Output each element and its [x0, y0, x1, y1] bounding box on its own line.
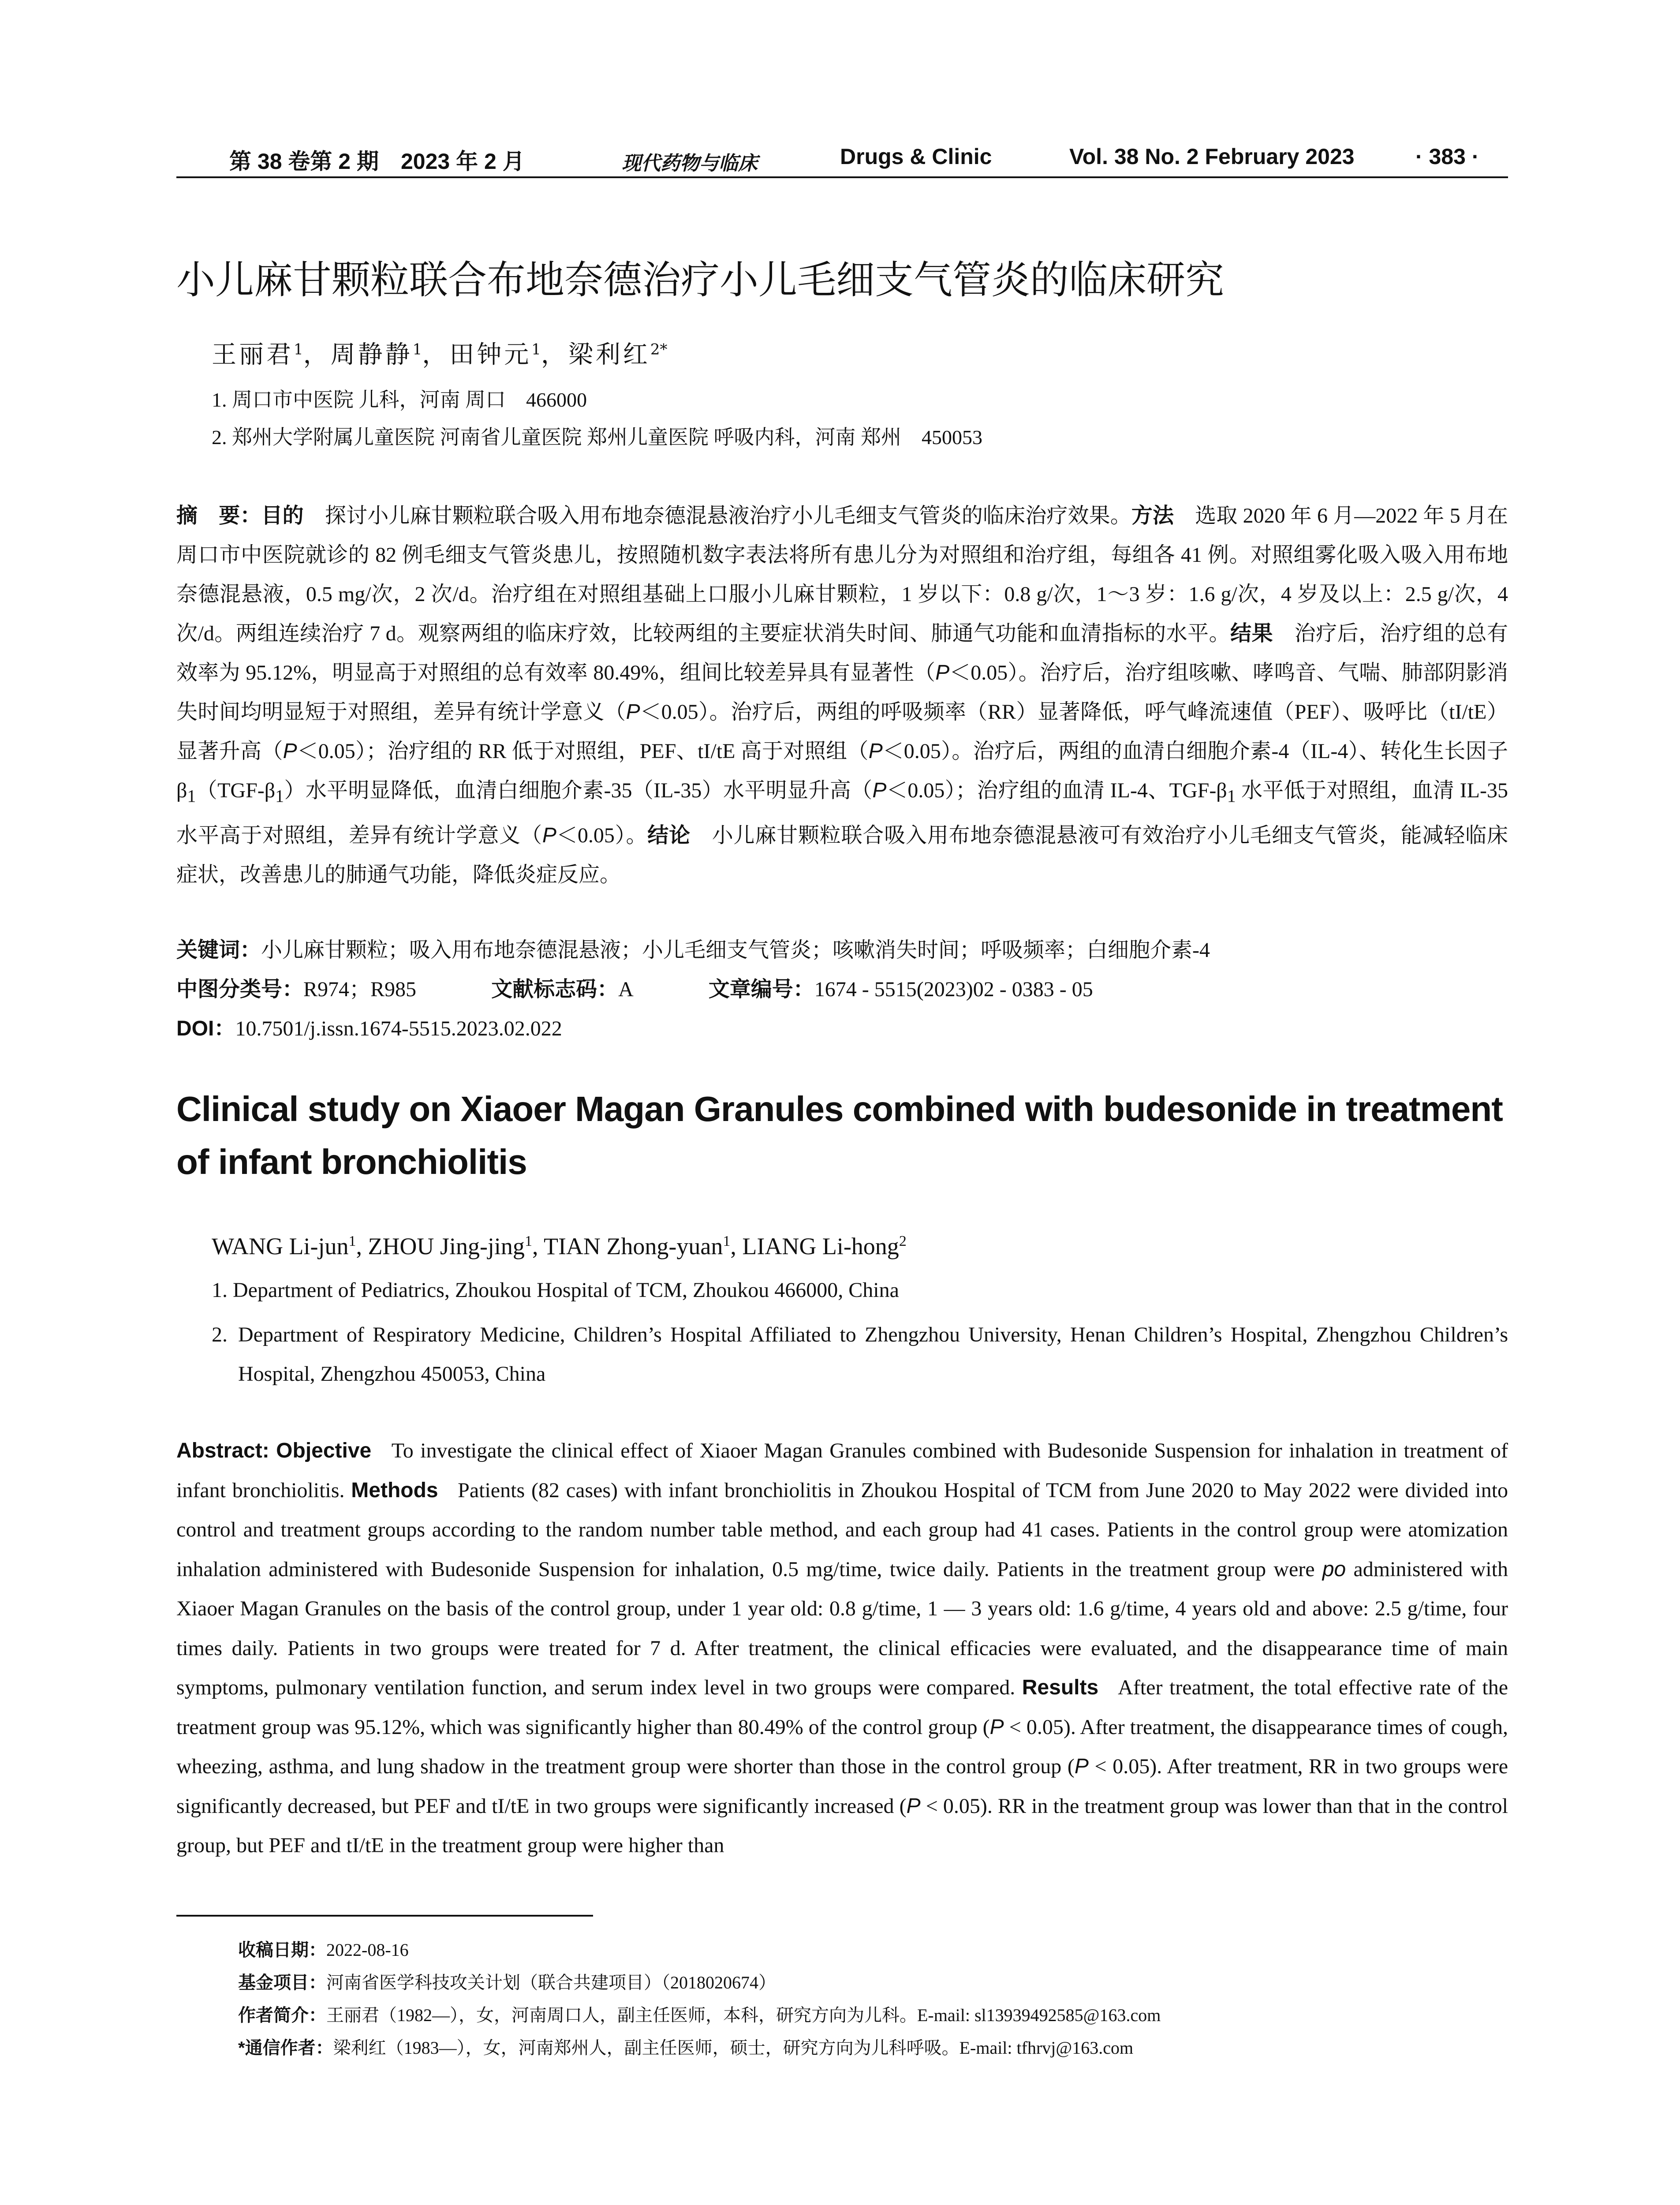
results-text: ＜0.05）。: [556, 823, 648, 847]
author-separator: ，: [541, 340, 568, 369]
affiliation-text: Department of Pediatrics, Zhoukou Hospital of TCM, Zhoukou 466000, China: [233, 1278, 899, 1302]
results-text: After treatment, the total effective rate of the treatment group was 95.12%, which was significantly higher than 80.49% of the control group (: [176, 1676, 1508, 1739]
author-affil-mark: 1: [531, 340, 541, 359]
author-separator: ，: [422, 340, 450, 369]
footnotes: [238, 1934, 1161, 2064]
author-affil-mark: 1: [348, 1233, 356, 1249]
doc-code-label: 文献标志码：: [491, 978, 619, 1001]
footnote-author-bio: [238, 1999, 1161, 2032]
footnote-label: 作者简介：: [238, 2006, 326, 2025]
header-journal-en: Drugs & Clinic: [840, 144, 992, 169]
footnote-received: [238, 1934, 1161, 1966]
author-separator: ，: [303, 340, 331, 369]
results-text: ＜0.05）；治疗组的 RR 低于对照组，PEF、tI/tE 高于对照组（: [297, 740, 869, 763]
meta-cn: [176, 931, 1508, 1048]
header-journal-cn: 现代药物与临床: [622, 152, 758, 175]
author-separator: ,: [532, 1233, 544, 1259]
results-text: < 0.05). RR in the treatment group was lower than that in the control group, but PEF and tI/tE in the treatment group were higher than: [176, 1794, 1508, 1857]
abstract-cn: [176, 496, 1508, 894]
results-text: ＜0.05）。治疗后，两组的血清白细胞介素-4（IL-4）、转化生长因子 β: [176, 740, 1508, 802]
results-text: ）水平明显降低，血清白细胞介素-35（IL-35）水平明显升高（: [284, 779, 873, 802]
methods-text: Patients (82 cases) with infant bronchiolitis in Zhoukou Hospital of TCM from June 2020 to May 2022 were divided into control and treatment groups according to the random number table method, and each group had 41 cases. Patients in the control group were atomization inhalation administered with Budesonide Suspension for inhalation, 0.5 mg/time, twice daily. Patients in the treatment group were: [176, 1478, 1508, 1581]
author-affil-mark: 1: [723, 1233, 731, 1249]
author-en: TIAN Zhong-yuan: [543, 1233, 723, 1259]
header-volume: Vol. 38 No. 2 February 2023: [1069, 144, 1355, 169]
author-affil-mark: 1: [524, 1233, 532, 1249]
author-cn: 田钟元: [449, 340, 532, 369]
abstract-en-label: Abstract:: [176, 1439, 269, 1462]
p-symbol: P: [1074, 1755, 1089, 1778]
classification-row: [176, 970, 1508, 1009]
results-text: ＜0.05）。治疗后，治疗组咳嗽、哮鸣音、气喘、肺部阴影消失时间均明显短于对照组，差异有统计学意义（: [176, 661, 1508, 724]
subscript: 1: [275, 786, 284, 806]
footnote-divider: [176, 1915, 593, 1917]
objective-text: To investigate the clinical effect of Xiaoer Magan Granules combined with Budesonide Suspension for inhalation in treatment of infant bronchiolitis.: [176, 1439, 1508, 1502]
p-symbol: P: [989, 1715, 1004, 1739]
author-cn: 王丽君: [212, 340, 294, 369]
author-separator: ,: [730, 1233, 743, 1259]
affiliation-text: Department of Respiratory Medicine, Children’s Hospital Affiliated to Zhengzhou University, Henan Children’s Hospital, Zhengzhou Children’s Hospital, Zhengzhou 450053, China: [238, 1323, 1508, 1386]
affiliation-number: 2.: [212, 1323, 228, 1346]
author-en: ZHOU Jing-jing: [368, 1233, 525, 1259]
footnote-corresponding: [238, 2032, 1161, 2064]
results-text: < 0.05). After treatment, RR in two groups were significantly decreased, but PEF and tI/tE in two groups were significantly increased (: [176, 1755, 1508, 1818]
footnote-funding: [238, 1966, 1161, 1999]
methods-label: 方法: [1131, 504, 1174, 527]
methods-text: 选取 2020 年 6 月—2022 年 5 月在周口市中医院就诊的 82 例毛细支气管炎患儿，按照随机数字表法将所有患儿分为对照组和治疗组，每组各 41 例。对照组雾化吸入吸入用布地奈德混悬液，0.5 mg/次，2 次/d。治疗组在对照组基础上口服小儿麻甘颗粒，1 岁以下：0.8 g/次，1～3 岁：1.6 g/次，4 岁及以上：2.5 g/次，4 次/d。两组连续治疗 7 d。观察两组的临床疗效，比较两组的主要症状消失时间、肺通气功能和血清指标的水平。: [176, 504, 1508, 645]
footnote-label: 基金项目：: [238, 1973, 326, 1992]
abstract-en: [176, 1431, 1508, 1865]
results-text: 水平低于对照组，血清 IL-35 水平高于对照组，差异有统计学意义（: [176, 779, 1508, 847]
footnote-label: *通信作者：: [238, 2038, 333, 2058]
affiliation-en-1: [212, 1278, 899, 1302]
methods-label: Methods: [351, 1478, 438, 1502]
article-no-value: 1674 - 5515(2023)02 - 0383 - 05: [814, 978, 1093, 1001]
author-affil-mark: 1: [412, 340, 422, 359]
author-affil-mark: 2*: [650, 340, 668, 359]
p-symbol: P: [872, 779, 887, 802]
article-no-label: 文章编号：: [708, 978, 814, 1001]
objective-label: 目的: [261, 504, 304, 527]
p-symbol: P: [906, 1794, 921, 1818]
po-abbrev: po: [1322, 1557, 1346, 1581]
conclusion-text: 小儿麻甘颗粒联合吸入用布地奈德混悬液可有效治疗小儿毛细支气管炎，能减轻临床症状，改善患儿的肺通气功能，降低炎症反应。: [176, 823, 1508, 886]
subscript: 1: [1227, 786, 1236, 806]
authors-cn: [212, 335, 1543, 370]
results-text: < 0.05). After treatment, the disappearance times of cough, wheezing, asthma, and lung shadow in the treatment group were shorter than those in the control group (: [176, 1715, 1508, 1778]
footnote-text: 王丽君（1982—），女，河南周口人，副主任医师，本科，研究方向为儿科。E-mail: sl13939492585@163.com: [326, 2005, 1161, 2025]
p-symbol: P: [283, 740, 297, 763]
doi-label: DOI：: [176, 1017, 235, 1040]
p-symbol: P: [935, 661, 950, 684]
results-text: ＜0.05）；治疗组的血清 IL-4、TGF-β: [886, 779, 1227, 802]
p-symbol: P: [542, 823, 556, 847]
title-en: Clinical study on Xiaoer Magan Granules combined with budesonide in treatment of infant bronchiolitis: [176, 1089, 1503, 1181]
keywords-label: 关键词：: [176, 938, 261, 962]
author-affil-mark: 2: [899, 1233, 907, 1249]
results-text: （TGF-β: [196, 779, 276, 802]
author-cn: 梁利红: [568, 340, 650, 369]
affiliation-cn-2: 2. 郑州大学附属儿童医院 河南省儿童医院 郑州儿童医院 呼吸内科，河南 郑州 450053: [212, 426, 982, 448]
p-symbol: P: [626, 700, 640, 724]
abstract-cn-label: 摘 要：: [176, 504, 261, 527]
affiliation-number: 1.: [212, 1278, 228, 1302]
authors-en: [212, 1233, 1543, 1260]
author-en: WANG Li-jun: [212, 1233, 349, 1259]
clc-value: R974；R985: [303, 978, 417, 1001]
author-separator: ,: [356, 1233, 368, 1259]
running-header: [176, 141, 1508, 178]
keywords-text: 小儿麻甘颗粒；吸入用布地奈德混悬液；小儿毛细支气管炎；咳嗽消失时间；呼吸频率；白细胞介素-4: [261, 938, 1210, 962]
clc-label: 中图分类号：: [176, 978, 304, 1001]
conclusion-label: 结论: [647, 823, 691, 847]
results-text: ＜0.05）。治疗后，两组的呼吸频率（RR）显著降低，呼气峰流速值（PEF）、吸呼比（tI/tE）显著升高（: [176, 700, 1508, 763]
p-symbol: P: [868, 740, 883, 763]
author-cn: 周静静: [330, 340, 413, 369]
doi-value: 10.7501/j.issn.1674-5515.2023.02.022: [235, 1017, 562, 1040]
objective-text: 探讨小儿麻甘颗粒联合吸入用布地奈德混悬液治疗小儿毛细支气管炎的临床治疗效果。: [325, 504, 1131, 527]
objective-label: Objective: [276, 1439, 372, 1462]
footnote-label: 收稿日期：: [238, 1940, 326, 1960]
doi-row: [176, 1009, 1508, 1048]
header-issue: 第 38 卷第 2 期 2023 年 2 月: [229, 149, 525, 174]
footnote-text: 2022-08-16: [326, 1940, 409, 1960]
author-en: LIANG Li-hong: [742, 1233, 899, 1259]
affiliation-en-2: [212, 1315, 1508, 1394]
methods-text: administered with Xiaoer Magan Granules on the basis of the control group, under 1 year old: 0.8 g/time, 1 — 3 years old: 1.6 g/time, 4 years old and above: 2.5 g/time, four times daily. Patients in two groups were treated for 7 d. After treatment, the clinical efficacies were evaluated, and the disappearance time of main symptoms, pulmonary ventilation function, and serum index level in two groups were compared.: [176, 1557, 1508, 1699]
footnote-text: 河南省医学科技攻关计划（联合共建项目）（2018020674）: [326, 1973, 776, 1992]
affiliation-cn-1: 1. 周口市中医院 儿科，河南 周口 466000: [212, 389, 587, 411]
doc-code-value: A: [618, 978, 634, 1001]
author-affil-mark: 1: [294, 340, 303, 359]
results-text: 治疗后，治疗组的总有效率为 95.12%，明显高于对照组的总有效率 80.49%，组间比较差异具有显著性（: [176, 622, 1508, 684]
header-page-number: · 383 ·: [1415, 144, 1479, 169]
keywords-row: [176, 931, 1508, 970]
footnote-text: 梁利红（1983—），女，河南郑州人，副主任医师，硕士，研究方向为儿科呼吸。E-mail: tfhrvj@163.com: [333, 2038, 1134, 2058]
results-label: 结果: [1230, 622, 1273, 645]
subscript: 1: [187, 786, 196, 806]
title-cn: 小儿麻甘颗粒联合布地奈德治疗小儿毛细支气管炎的临床研究: [176, 258, 1225, 302]
results-label: Results: [1022, 1676, 1099, 1699]
